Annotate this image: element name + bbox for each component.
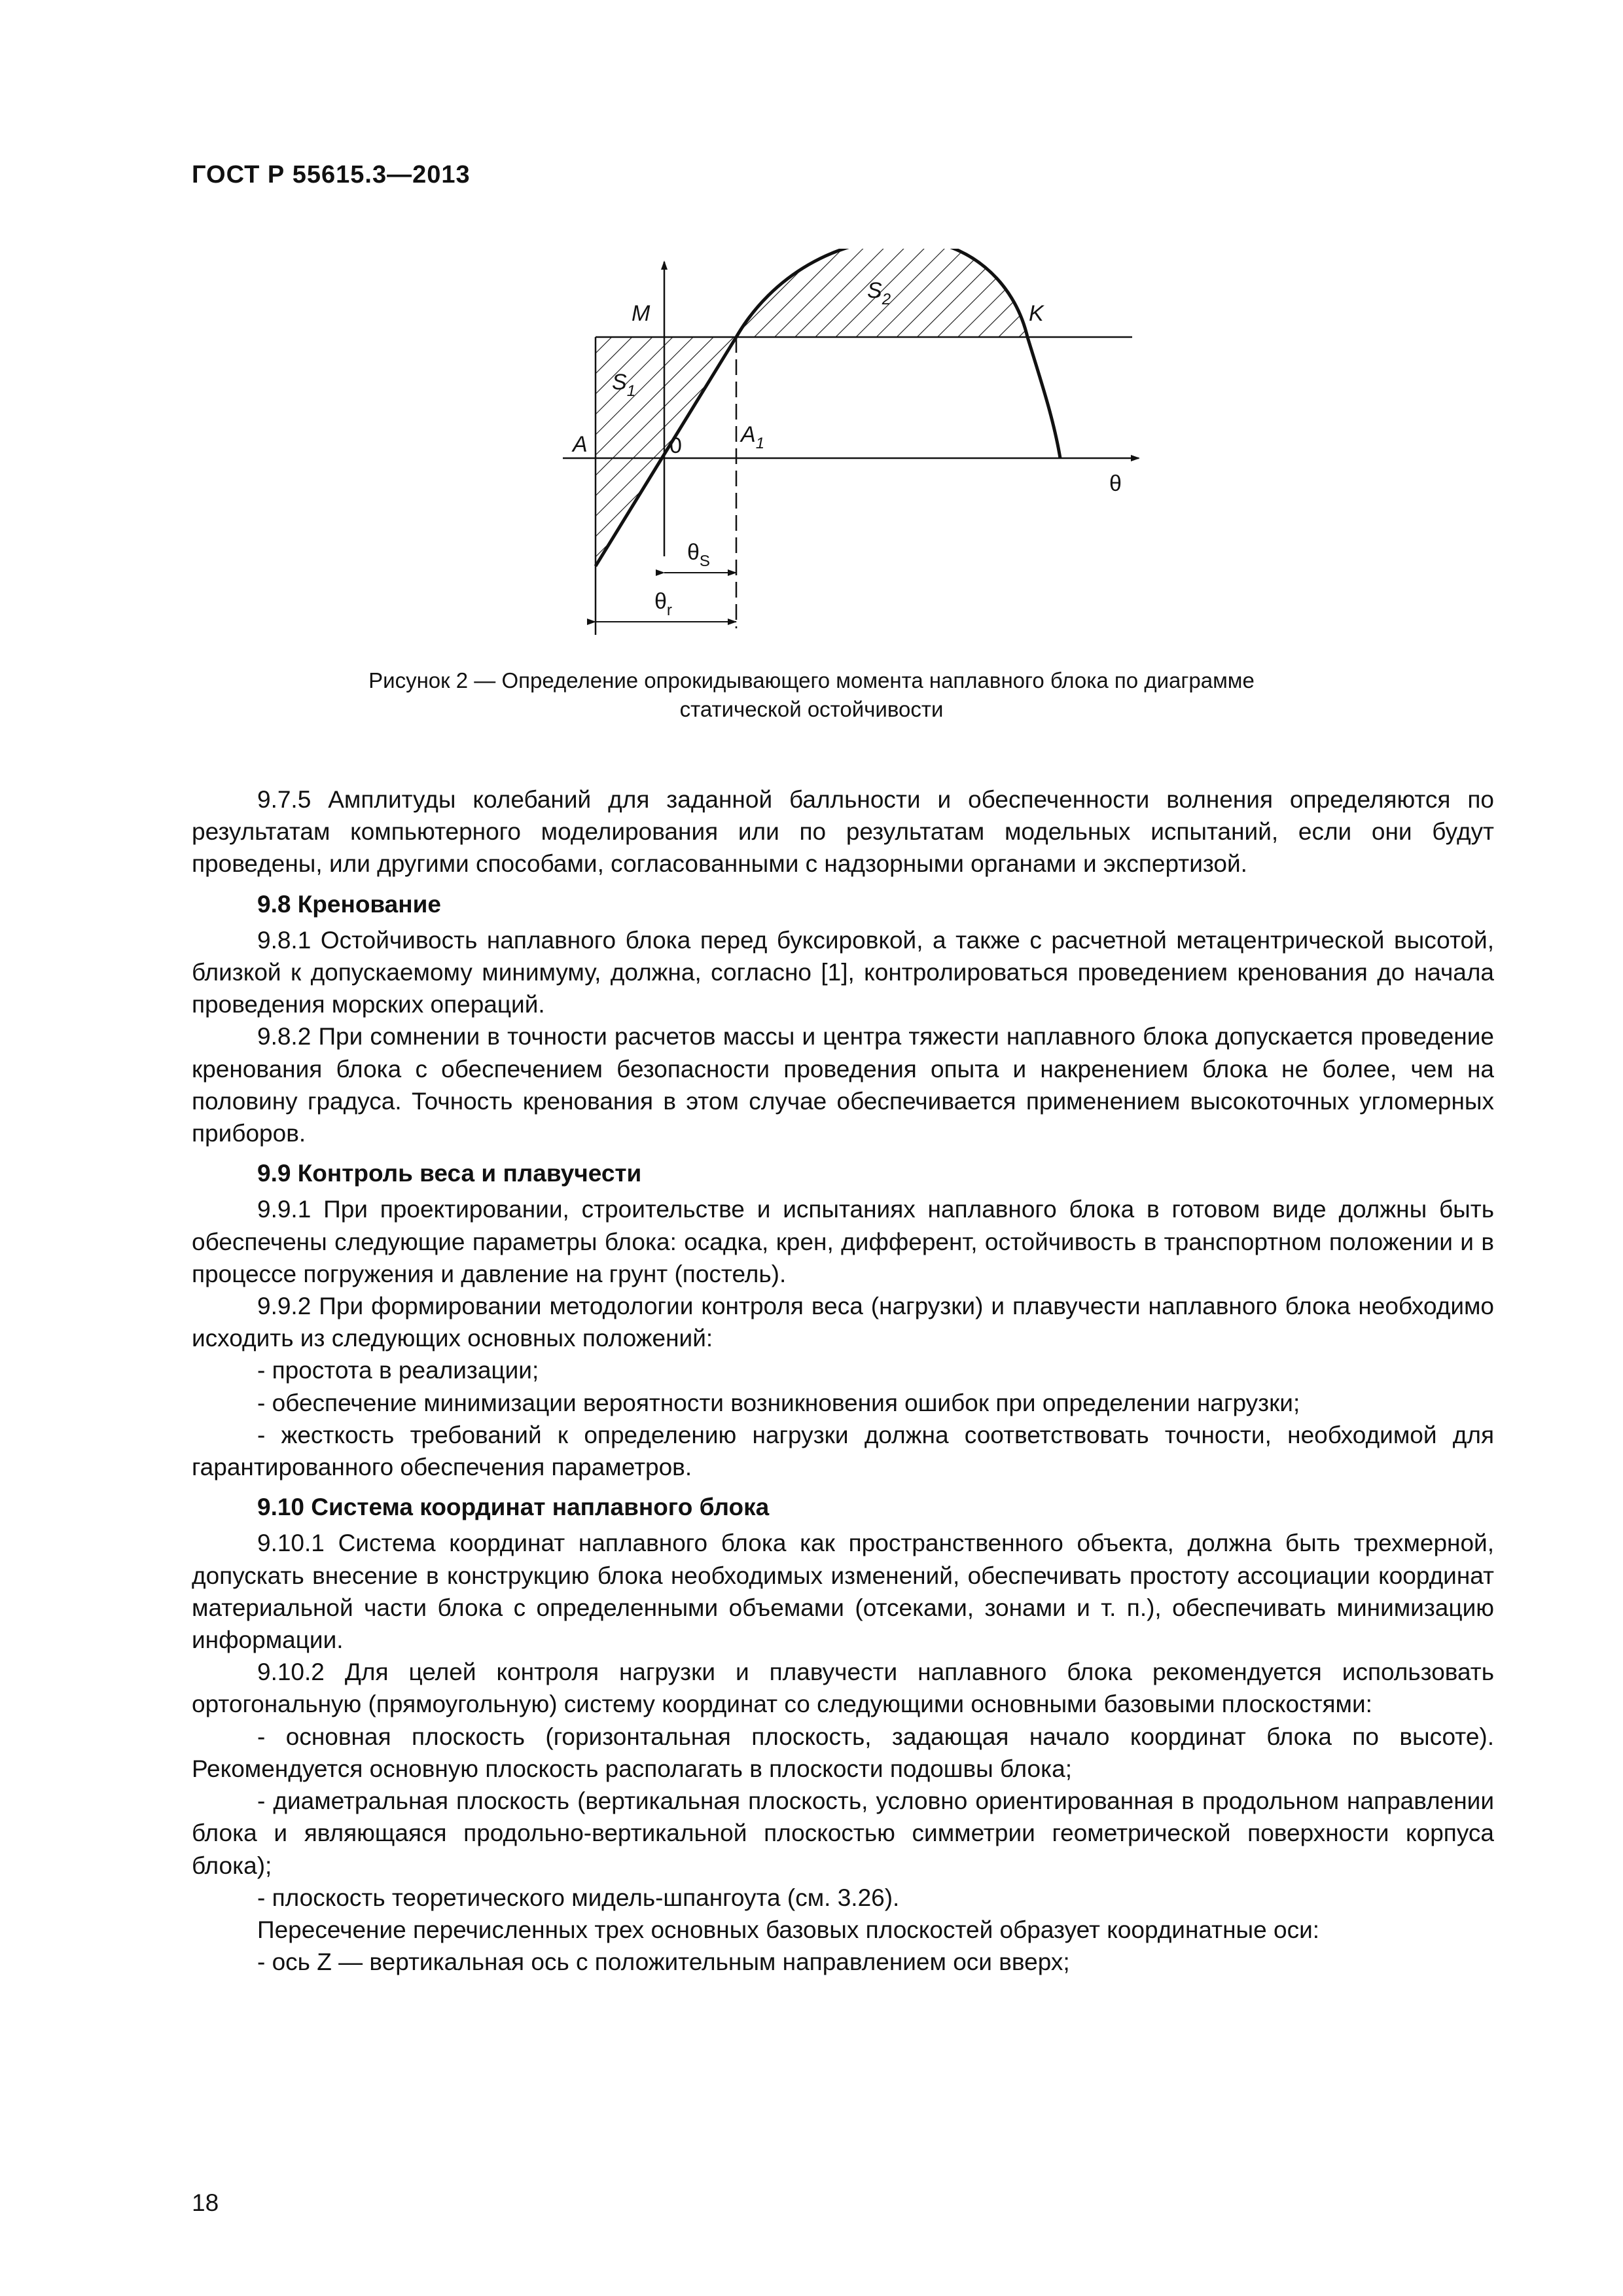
paragraph-axes: Пересечение перечисленных трех основных базовых плоскостей образует координатные оси: [257, 1916, 1320, 1943]
paragraph-9-9-2: 9.9.2 При формировании методологии контроля веса (нагрузки) и плавучести наплавного блока необходимо исходить из следующих основных положений: [192, 1293, 1494, 1352]
paragraph-9-10-1: 9.10.1 Система координат наплавного блока как пространственного объекта, должна быть трехмерной, допускать внесение в конструкцию блока необходимых изменений, обеспечивать простоту ассоциации координат материальной части блока с определенными объемами (отсеками, зонами и т. п.), обеспечивать минимизацию информации. [192, 1530, 1494, 1654]
label-s1: $S_1$ [612, 370, 636, 400]
paragraph-9-8-2: 9.8.2 При сомнении в точности расчетов массы и центра тяжести наплавного блока допускается проведение кренования блока с обеспечением безопасности проведения опыта и накренением блока не более, чем на половину градуса. Точность кренования в этом случае обеспечивается применением высокоточных угломерных приборов. [192, 1023, 1494, 1147]
page-number: 18 [192, 2189, 219, 2216]
document-header: ГОСТ Р 55615.3—2013 [192, 161, 471, 188]
label-theta-r: $\theta_r$ [654, 589, 672, 619]
document-body [192, 783, 1494, 1978]
list-item: - обеспечение минимизации вероятности возникновения ошибок при определении нагрузки; [257, 1389, 1300, 1416]
list-item: - простота в реализации; [257, 1357, 539, 1384]
list-item: - плоскость теоретического мидель-шпангоута (см. 3.26). [257, 1884, 900, 1911]
list-item: - жесткость требований к определению нагрузки должна соответствовать точности, необходимой для гарантированного обеспечения параметров. [192, 1421, 1494, 1481]
list-item: - ось Z — вертикальная ось с положительным направлением оси вверх; [257, 1948, 1070, 1976]
paragraph-9-8-1: 9.8.1 Остойчивость наплавного блока перед буксировкой, а также с расчетной метацентрической высотой, близкой к допускаемому минимуму, должна, согласно [1], контролироваться проведением кренования до начала проведения морских операций. [192, 926, 1494, 1018]
label-k: K [1029, 301, 1044, 326]
heading-9-9: 9.9 Контроль веса и плавучести [257, 1160, 642, 1187]
list-item: - диаметральная плоскость (вертикальная плоскость, условно ориентированная в продольном направлении блока и являющаяся продольно-вертикальной плоскостью симметрии геометрической поверхности корпуса блока); [192, 1787, 1494, 1879]
heading-9-10: 9.10 Система координат наплавного блока [257, 1494, 770, 1521]
caption-line-2: статической остойчивости [679, 697, 944, 721]
label-a1: $A_1$ [741, 422, 765, 452]
paragraph-9-9-1: 9.9.1 При проектировании, строительстве и испытаниях наплавного блока в готовом виде должны быть обеспечены следующие параметры блока: осадка, крен, дифферент, остойчивость в транспортном положении и в процессе погружения и давление на грунт (постель). [192, 1196, 1494, 1287]
stability-diagram [537, 249, 1165, 641]
label-a: A [573, 432, 588, 457]
figure-caption [196, 666, 1427, 724]
caption-line-1: Рисунок 2 — Определение опрокидывающего момента наплавного блока по диаграмме [368, 668, 1255, 692]
label-theta-s: $\theta_S$ [687, 540, 710, 570]
paragraph-9-10-2: 9.10.2 Для целей контроля нагрузки и плавучести наплавного блока рекомендуется использовать ортогональную (прямоугольную) систему координат со следующими основными базовыми плоскостями: [192, 1659, 1494, 1718]
label-origin: 0 [669, 433, 682, 458]
paragraph-9-7-5: 9.7.5 Амплитуды колебаний для заданной балльности и обеспеченности волнения определяются по результатам компьютерного моделирования или по результатам модельных испытаний, если они будут проведены, или другими способами, согласованными с надзорными органами и экспертизой. [192, 786, 1494, 878]
label-s2: $S_2$ [867, 278, 891, 308]
label-theta: θ [1109, 471, 1122, 496]
heading-9-8: 9.8 Кренование [257, 890, 441, 918]
label-m: M [632, 301, 651, 326]
list-item: - основная плоскость (горизонтальная плоскость, задающая начало координат блока по высоте). Рекомендуется основную плоскость располагать в плоскости подошвы блока; [192, 1723, 1494, 1782]
